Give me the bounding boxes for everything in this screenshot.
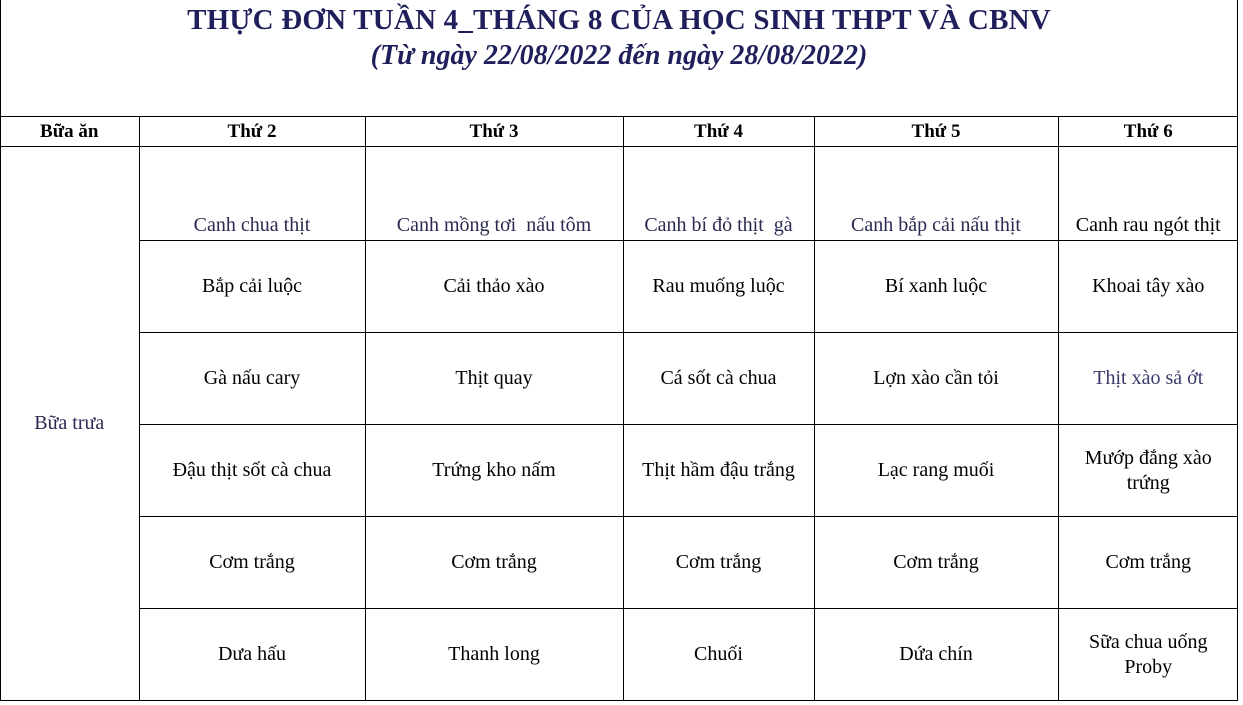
dish-cell: Thịt quay (365, 333, 623, 425)
dish-cell: Sữa chua uống Proby (1058, 609, 1238, 701)
dish-cell: Cơm trắng (623, 517, 814, 609)
dish-cell: Đậu thịt sốt cà chua (139, 425, 365, 517)
dish-cell: Thịt xào sả ớt (1058, 333, 1238, 425)
dish-cell: Canh bắp cải nấu thịt (814, 147, 1058, 241)
menu-table (0, 116, 1238, 701)
dish-cell: Chuối (623, 609, 814, 701)
header-thu-4: Thứ 4 (623, 117, 814, 147)
header-thu-6: Thứ 6 (1058, 117, 1238, 147)
dish-cell: Cá sốt cà chua (623, 333, 814, 425)
dish-cell: Gà nấu cary (139, 333, 365, 425)
dish-cell: Khoai tây xào (1058, 241, 1238, 333)
dish-cell: Cơm trắng (1058, 517, 1238, 609)
dish-cell: Canh bí đỏ thịt gà (623, 147, 814, 241)
dish-cell: Thịt hầm đậu trắng (623, 425, 814, 517)
header-thu-3: Thứ 3 (365, 117, 623, 147)
dish-cell: Thanh long (365, 609, 623, 701)
dish-cell: Cơm trắng (139, 517, 365, 609)
dish-cell: Trứng kho nấm (365, 425, 623, 517)
meal-label: Bữa trưa (0, 147, 139, 701)
table-row (0, 147, 1238, 241)
page-title: THỰC ĐƠN TUẦN 4_THÁNG 8 CỦA HỌC SINH THPT VÀ CBNV (187, 4, 1051, 36)
table-row (0, 609, 1238, 701)
dish-cell: Canh chua thịt (139, 147, 365, 241)
table-row (0, 425, 1238, 517)
dish-cell: Canh mồng tơi nấu tôm (365, 147, 623, 241)
table-row (0, 333, 1238, 425)
header-row (0, 117, 1238, 147)
dish-cell: Lạc rang muối (814, 425, 1058, 517)
header-thu-5: Thứ 5 (814, 117, 1058, 147)
table-row (0, 517, 1238, 609)
dish-cell: Rau muống luộc (623, 241, 814, 333)
dish-cell: Lợn xào cần tỏi (814, 333, 1058, 425)
dish-cell: Bí xanh luộc (814, 241, 1058, 333)
table-row (0, 241, 1238, 333)
dish-cell: Cơm trắng (365, 517, 623, 609)
dish-cell: Canh rau ngót thịt (1058, 147, 1238, 241)
header-thu-2: Thứ 2 (139, 117, 365, 147)
dish-cell: Cải thảo xào (365, 241, 623, 333)
dish-cell: Mướp đắng xào trứng (1058, 425, 1238, 517)
page-subtitle: (Từ ngày 22/08/2022 đến ngày 28/08/2022) (370, 40, 868, 71)
dish-cell: Dưa hấu (139, 609, 365, 701)
dish-cell: Dứa chín (814, 609, 1058, 701)
dish-cell: Cơm trắng (814, 517, 1058, 609)
dish-cell: Bắp cải luộc (139, 241, 365, 333)
header-bua-an: Bữa ăn (0, 117, 139, 147)
